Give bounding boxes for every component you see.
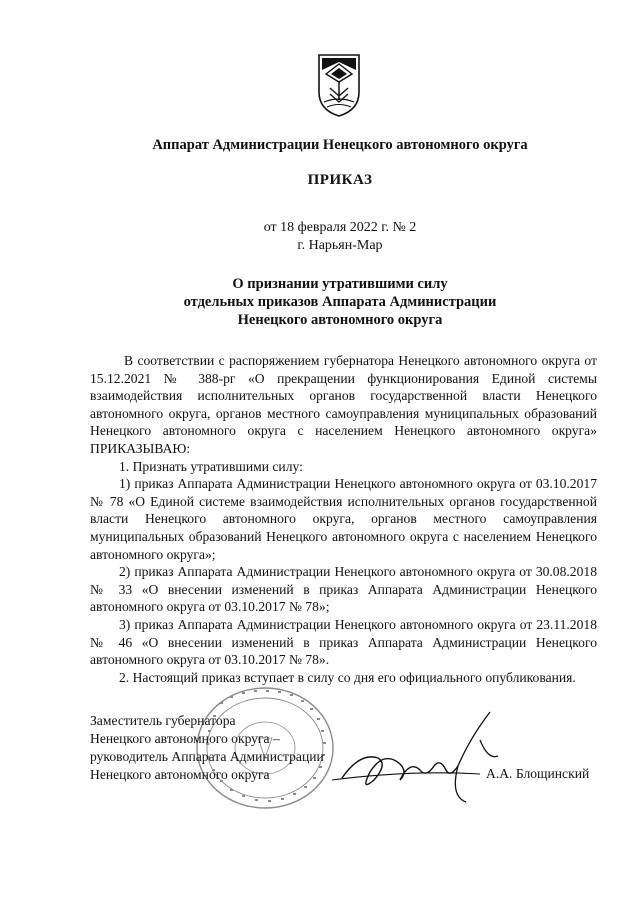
signatory-position <box>90 712 350 784</box>
position-line: руководитель Аппарата Администрации <box>90 749 324 764</box>
item-1-title: 1. Признать утратившими силу: <box>119 458 303 474</box>
item-1-3: 3) приказ Аппарата Администрации Ненецкого автономного округа от 23.11.2018 № 46 «О внесении изменений в приказ Аппарата Администрации Ненецкого автономного округа от 03.10.2017 № 78». <box>90 616 597 668</box>
position-line: Заместитель губернатора <box>90 713 236 728</box>
preamble-paragraph: В соответствии с распоряжением губернатора Ненецкого автономного округа от 15.12.2021 № 388-рг «О прекращении функционирования Единой системы взаимодействия исполнительных органов государственной власти Ненецкого автономного округа, органов местного самоуправления муниципальных образований Ненецкого автономного округа с населением Ненецкого автономного округа» ПРИКАЗЫВАЮ: <box>90 353 597 456</box>
item-1-2: 2) приказ Аппарата Администрации Ненецкого автономного округа от 30.08.2018 № 33 «О внесении изменений в приказ Аппарата Администрации Ненецкого автономного округа от 03.10.2017 № 78»; <box>90 564 597 615</box>
organization-title: Аппарат Администрации Ненецкого автономного округа <box>152 137 528 153</box>
document-place: г. Нарьян-Мар <box>297 238 383 253</box>
position-line: Ненецкого автономного округа <box>90 767 270 782</box>
subject-line: Ненецкого автономного округа <box>237 312 443 328</box>
item-2: 2. Настоящий приказ вступает в силу со дня его официального опубликования. <box>119 669 576 685</box>
document-body <box>90 352 597 686</box>
document-type: ПРИКАЗ <box>307 172 373 188</box>
handwritten-signature-icon <box>330 700 520 810</box>
position-line: Ненецкого автономного округа – <box>90 731 280 746</box>
coat-of-arms-icon <box>316 52 362 118</box>
subject-line: О признании утратившими силу <box>232 276 448 292</box>
document-subject <box>0 275 640 329</box>
subject-line: отдельных приказов Аппарата Администрации <box>183 294 497 310</box>
signer-name: А.А. Блощинский <box>486 766 590 781</box>
item-1-1: 1) приказ Аппарата Администрации Ненецкого автономного округа от 03.10.2017 № 78 «О Единой системе взаимодействия исполнительных органов государственной власти Ненецкого автономного округа, органов местного самоуправления муниципальных образований Ненецкого автономного округа с населением Ненецкого автономного округа»; <box>90 476 597 562</box>
document-date-number: от 18 февраля 2022 г. № 2 <box>263 220 417 235</box>
